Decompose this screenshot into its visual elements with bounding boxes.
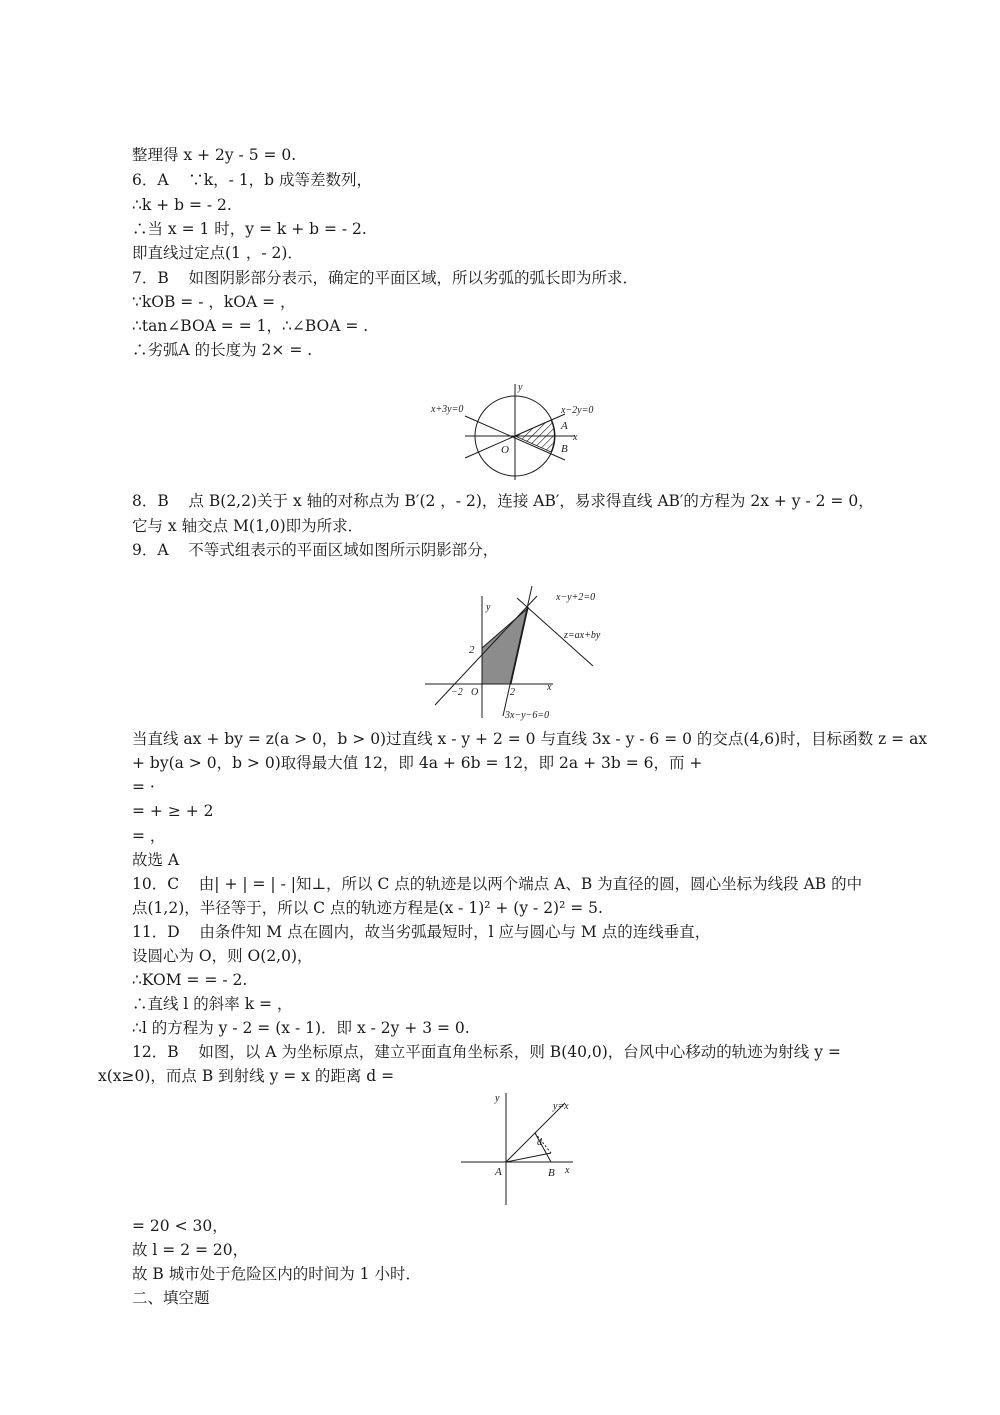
- origin-label: O: [471, 687, 479, 698]
- line-label: x−y+2=0: [556, 592, 596, 603]
- solution-line: 即直线过定点(1 ，- 2)．: [132, 244, 303, 262]
- solution-line: 故选 A: [132, 851, 180, 869]
- solution-line: = 20 < 30，: [132, 1217, 228, 1235]
- point-b-label: B: [561, 443, 568, 455]
- tick-label: −2: [451, 687, 463, 698]
- solution-line: ∴l 的方程为 y - 2 = (x - 1)．即 x - 2y + 3 = 0.: [132, 1019, 470, 1037]
- x-label: x: [573, 432, 578, 443]
- distance-label: d: [537, 1137, 542, 1148]
- figure-feasible-region: [425, 578, 625, 724]
- solution-line: 故 B 城市处于危险区内的时间为 1 小时．: [132, 1265, 421, 1283]
- solution-line: 设圆心为 O，则 O(2,0)，: [132, 947, 313, 965]
- point-a-label: A: [561, 420, 568, 432]
- answer-7-header: 7．B 如图阴影部分表示，确定的平面区域，所以劣弧的弧长即为所求．: [132, 269, 638, 287]
- line-label: x−2y=0: [561, 405, 594, 416]
- solution-line: ∵kOB = - ，kOA = ，: [132, 293, 296, 311]
- figure-circle-region: [425, 380, 625, 490]
- solution-line: ∴k + b = - 2.: [132, 196, 232, 214]
- solution-line: = + ≥ + 2: [132, 802, 214, 820]
- x-label: x: [565, 1165, 570, 1176]
- solution-line: + by(a > 0，b > 0)取得最大值 12，即 4a + 6b = 12，即 2a + 3b = 6，而 +: [132, 754, 703, 772]
- point-b-label: B: [548, 1167, 555, 1179]
- tick-label: 2: [469, 644, 475, 656]
- solution-line: = ·: [132, 778, 155, 796]
- y-label: y: [486, 602, 491, 613]
- solution-line: ∴tan∠BOA = = 1，∴∠BOA = .: [132, 317, 369, 335]
- answer-8-header: 8．B 点 B(2,2)关于 x 轴的对称点为 B′(2 ，- 2)，连接 AB′，易求得直线 AB′的方程为 2x + y - 2 = 0，: [132, 492, 874, 510]
- y-label: y: [495, 1093, 500, 1104]
- solution-line: 当直线 ax + by = z(a > 0，b > 0)过直线 x - y + 2 = 0 与直线 3x - y - 6 = 0 的交点(4,6)时，目标函数 z = ax: [132, 730, 928, 748]
- solution-line: 它与 x 轴交点 M(1,0)即为所求．: [132, 517, 364, 535]
- answer-9-header: 9．A 不等式组表示的平面区域如图所示阴影部分，: [132, 541, 499, 559]
- answer-10-header: 10．C 由| + | = | - |知⊥，所以 C 点的轨迹是以两个端点 A、B 为直径的圆，圆心坐标为线段 AB 的中: [132, 875, 863, 893]
- shaded-region: [482, 608, 528, 684]
- figure-ray-distance: [455, 1085, 595, 1210]
- answer-11-header: 11．D 由条件知 M 点在圆内，故当劣弧最短时，l 应与圆心与 M 点的连线垂直，: [132, 923, 711, 941]
- line-label: z=ax+by: [564, 630, 601, 641]
- ray-label: y=x: [553, 1101, 569, 1112]
- segment: [506, 1153, 551, 1162]
- point-a-label: A: [495, 1166, 502, 1178]
- solution-line: ∴KOM = = - 2.: [132, 971, 248, 989]
- answer-12-header: 12．B 如图，以 A 为坐标原点，建立平面直角坐标系，则 B(40,0)，台风中心移动的轨迹为射线 y =: [132, 1043, 841, 1061]
- section-heading: 二、填空题: [132, 1289, 210, 1307]
- solution-line: 故 l = 2 = 20，: [132, 1241, 249, 1259]
- line-label: 3x−y−6=0: [505, 710, 550, 721]
- y-label: y: [518, 382, 523, 393]
- answer-6-header: 6．A ∵k，- 1，b 成等差数列，: [132, 171, 373, 189]
- solution-line: 整理得 x + 2y - 5 = 0.: [132, 146, 297, 164]
- solution-line: ∴劣弧A 的长度为 2× = .: [132, 341, 313, 359]
- origin-label: O: [501, 444, 509, 456]
- solution-line: x(x≥0)，而点 B 到射线 y = x 的距离 d =: [98, 1067, 395, 1085]
- solution-line: 点(1,2)，半径等于，所以 C 点的轨迹方程是(x - 1)² + (y - 2)² = 5.: [132, 899, 603, 917]
- tick-label: 2: [510, 687, 515, 698]
- line-label: x+3y=0: [431, 404, 464, 415]
- solution-line: ∴直线 l 的斜率 k = ，: [132, 995, 293, 1013]
- solution-line: ∴当 x = 1 时，y = k + b = - 2.: [132, 220, 367, 238]
- solution-line: = ，: [132, 827, 166, 845]
- x-label: x: [547, 682, 552, 693]
